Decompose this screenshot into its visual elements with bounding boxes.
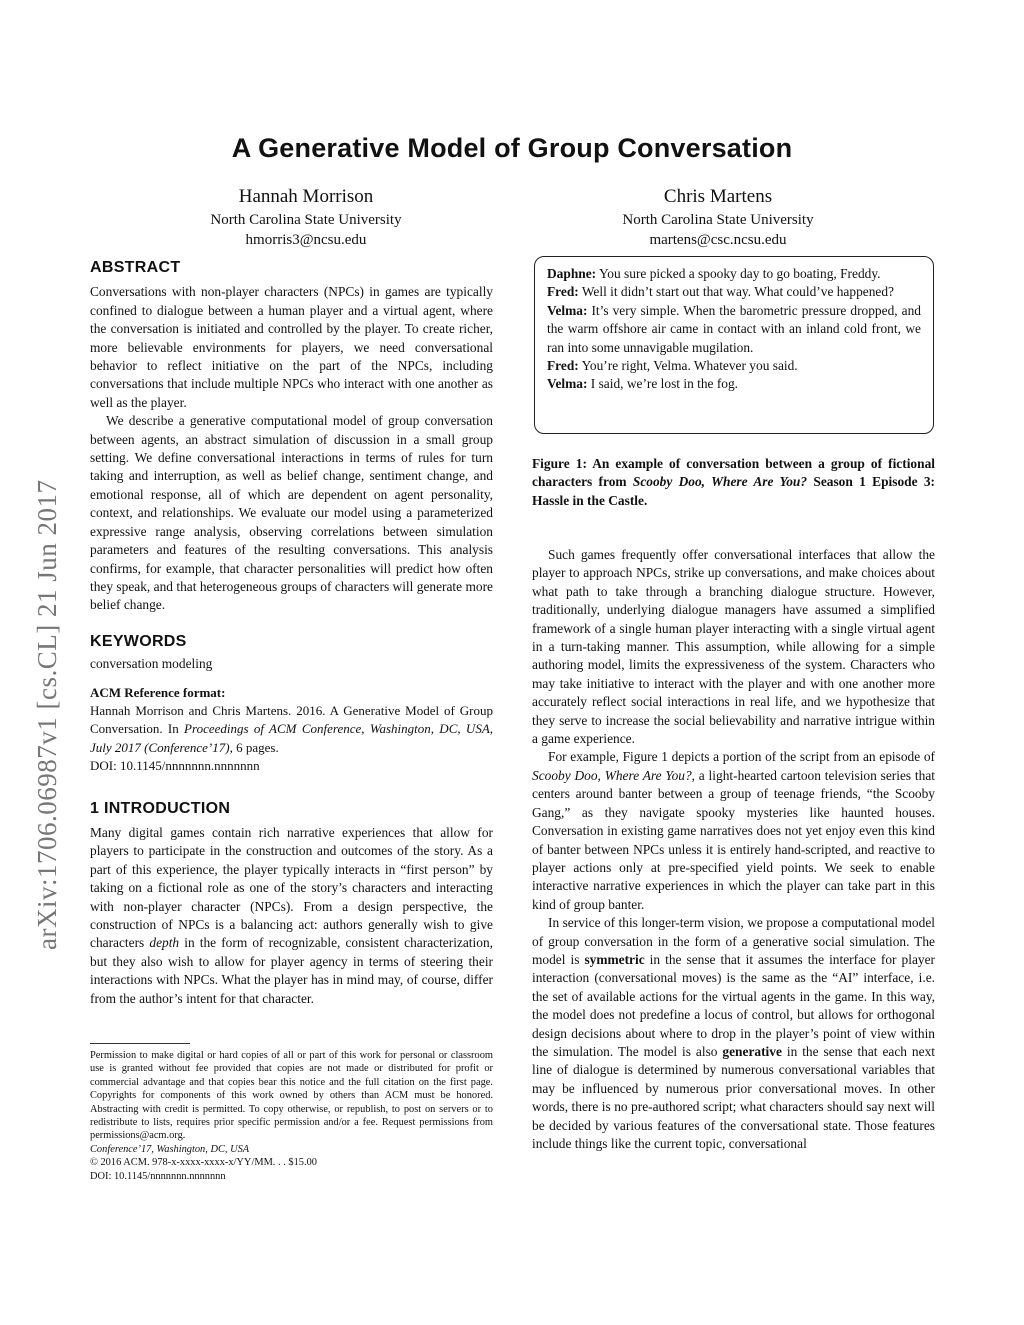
dialogue-line: [547, 357, 921, 375]
intro-p3-emphasis: Scooby Doo, Where Are You?: [532, 767, 692, 783]
caption-emphasis: Scooby Doo, Where Are You?: [632, 474, 808, 490]
speaker-label: Daphne:: [547, 266, 597, 281]
acm-ref-text: Hannah Morrison and Chris Martens. 2016. A Generative Model of Group Conversation. In: [90, 702, 493, 737]
abstract-heading: ABSTRACT: [90, 259, 181, 276]
speaker-label: Fred:: [547, 284, 579, 300]
footnote-copyright: © 2016 ACM. 978-x-xxxx-xxxx-x/YY/MM. . . $15.00: [90, 1157, 317, 1169]
author-email: hmorris3@ncsu.edu: [245, 232, 367, 248]
author-affiliation: North Carolina State University: [210, 212, 402, 228]
caption-text-cont: Season 1 Episode 3: Hassle in the Castle.: [532, 474, 936, 508]
abstract-p1: Conversations with non-player characters (NPCs) in games are typically confined to dialogue between a human player and a virtual agent, where the conversation is initiated and controlled by the player. To create richer, more believable environments for players, we need conversational behavior to reflect initiative on the part of the NPCs, including conversations that include multiple NPCs who interact with one another as well as the player.: [90, 284, 493, 410]
footnote-conference: Conference’17, Washington, DC, USA: [90, 1143, 250, 1155]
author-name: Chris Martens: [663, 186, 773, 207]
keywords-heading: KEYWORDS: [90, 632, 187, 650]
dialogue-line: [547, 265, 921, 283]
dialogue-text: You sure picked a spooky day to go boating, Freddy.: [596, 266, 881, 281]
acm-ref-citation: [90, 702, 493, 757]
keywords-text: conversation modeling: [90, 656, 213, 672]
speaker-label: Fred:: [547, 358, 579, 374]
speaker-label: Velma:: [547, 302, 588, 318]
paper-title: A Generative Model of Group Conversation: [231, 133, 793, 163]
author-block-2: [508, 184, 928, 250]
intro-p4-text-cont: in the sense that it assumes the interface for player interaction (conversational moves) is the same as the “AI” interface, i.e. the set of available actions for the virtual agents in the game. In this way, the model does not predefine a locus of control, but allows for orthogonal design decisions about where to drop in the player’s point of view within the simulation. The model is also: [532, 951, 935, 1059]
intro-p3: [532, 748, 935, 914]
dialogue-text: Well it didn’t start out that way. What could’ve happened?: [578, 284, 894, 300]
speaker-label: Velma:: [547, 376, 588, 392]
intro-p1: [90, 824, 493, 1008]
figure-1-caption: [532, 455, 935, 510]
footnote-doi: DOI: 10.1145/nnnnnnn.nnnnnnn: [90, 1170, 226, 1182]
dialogue-text: It’s very simple. When the barometric pressure dropped, and the warm offshore air came in contact with an inland cold front, we ran into some unnavigable mugilation.: [547, 302, 921, 355]
left-column: [90, 259, 493, 1008]
acm-ref-doi: DOI: 10.1145/nnnnnnn.nnnnnnn: [90, 758, 260, 774]
dialogue-line: [547, 283, 921, 301]
dialogue-text: I said, we’re lost in the fog.: [587, 376, 739, 392]
footnote-permission: Permission to make digital or hard copies of all or part of this work for personal or classroom use is granted without fee provided that copies are not made or distributed for profit or commercial advantage and that copies bear this notice and the full citation on the first page. Copyrights for components of this work owned by others than ACM must be honored. Abstracting with credit is permitted. To copy otherwise, or republish, to post on servers or to redistribute to lists, requires prior specific permission and/or a fee. Request permissions from permissions@acm.org.: [90, 1050, 493, 1142]
footnote-rule: [90, 1043, 190, 1044]
dialogue-text: You’re right, Velma. Whatever you said.: [578, 358, 798, 374]
intro-p2: Such games frequently offer conversational interfaces that allow the player to approach NPCs, strike up conversations, and make choices about what path to take through a branching dialogue structure. However, traditionally, underlying dialogue managers have assumed a simplified framework of a single human player interacting with a single virtual agent in a turn-taking manner. This assumption, while allowing for a simple authoring model, limits the expressiveness of the system. Characters who may take initiative to interact with the player and with one another more accurately reflect social interactions in real life, and we hypothesize that they serve to increase the social believability and narrative intrigue within a game experience.: [532, 547, 935, 747]
acm-ref-pages: 6 pages.: [232, 739, 279, 755]
author-email: martens@csc.ncsu.edu: [649, 232, 787, 248]
author-affiliation: North Carolina State University: [622, 212, 814, 228]
footnote: [90, 1049, 493, 1183]
intro-heading: 1 INTRODUCTION: [90, 799, 231, 817]
intro-p4-text: In service of this longer-term vision, we propose a computational model of group conversation in the form of a generative social simulation. The model is: [532, 915, 935, 967]
intro-p4-bold-generative: generative: [722, 1043, 782, 1059]
intro-p1-emphasis: depth: [149, 935, 180, 951]
intro-p4: [532, 914, 935, 1153]
dialogue-line: [547, 302, 921, 357]
abstract-p2: We describe a generative computational model of group conversation between agents, an abstract simulation of discussion in a small group setting. We define conversational interactions in terms of rules for turn taking and interruption, as well as belief change, sentiment change, and emotional response, all of which are dependent on agent personality, context, and relationships. We evaluate our model using a parameterized expressive range analysis, observing correlations between simulation parameters and features of the resulting conversations. This analysis confirms, for example, that character personalities will predict how often they speak, and that heterogeneous groups of characters will generate more belief change.: [90, 413, 493, 613]
acm-ref-heading: ACM Reference format:: [90, 684, 226, 700]
figure-1-dialogue-box: [534, 256, 934, 434]
intro-p3-text-cont: , a light-hearted cartoon television series that centers around banter between a group of teenage friends, “the Scooby Gang,” as they navigate spooky mysteries like haunted houses. Conversation in existing game narratives does not yet enjoy even this kind of banter between NPCs unless it is entirely hand-scripted, and reactive to player actions only at pre-specified yield points. We seek to enable interactive narrative experiences in which the player can take part in this kind of group banter.: [532, 767, 935, 912]
arxiv-stamp: arXiv:1706.06987v1 [cs.CL] 21 Jun 2017: [32, 479, 62, 950]
acm-ref-venue: Proceedings of ACM Conference, Washington, DC, USA, July 2017 (Conference’17),: [90, 721, 494, 755]
intro-p4-text-end: in the sense that each next line of dialogue is determined by numerous conversational variables that may be influenced by numerous prior conversational moves. In other words, there is no pre-authored script; what characters should say next will be decided by various features of the conversational state. Those features include things like the current topic, conversational: [532, 1043, 935, 1151]
intro-p4-bold-symmetric: symmetric: [584, 951, 645, 967]
intro-p1-text: Many digital games contain rich narrative experiences that allow for players to participate in the construction and outcomes of the story. As a part of this experience, the player typically interacts in “first person” by taking on a fictional role as one of the story’s characters and interacting with non-player character (NPCs). From a design perspective, the construction of NPCs is a balancing act: authors generally wish to give characters: [90, 824, 493, 951]
intro-p1-text-cont: in the form of recognizable, consistent characterization, but they also wish to allow for player agency in terms of steering their interactions with NPCs. What the player has in mind may, of course, differ from the author’s intent for that character.: [90, 935, 493, 1006]
intro-p3-text: For example, Figure 1 depicts a portion of the script from an episode of: [548, 749, 935, 765]
right-column: [532, 546, 935, 1153]
author-block-1: [96, 184, 516, 250]
author-name: Hannah Morrison: [238, 186, 374, 207]
caption-text: Figure 1: An example of conversation between a group of fictional characters from: [532, 456, 935, 490]
dialogue-line: [547, 375, 921, 393]
